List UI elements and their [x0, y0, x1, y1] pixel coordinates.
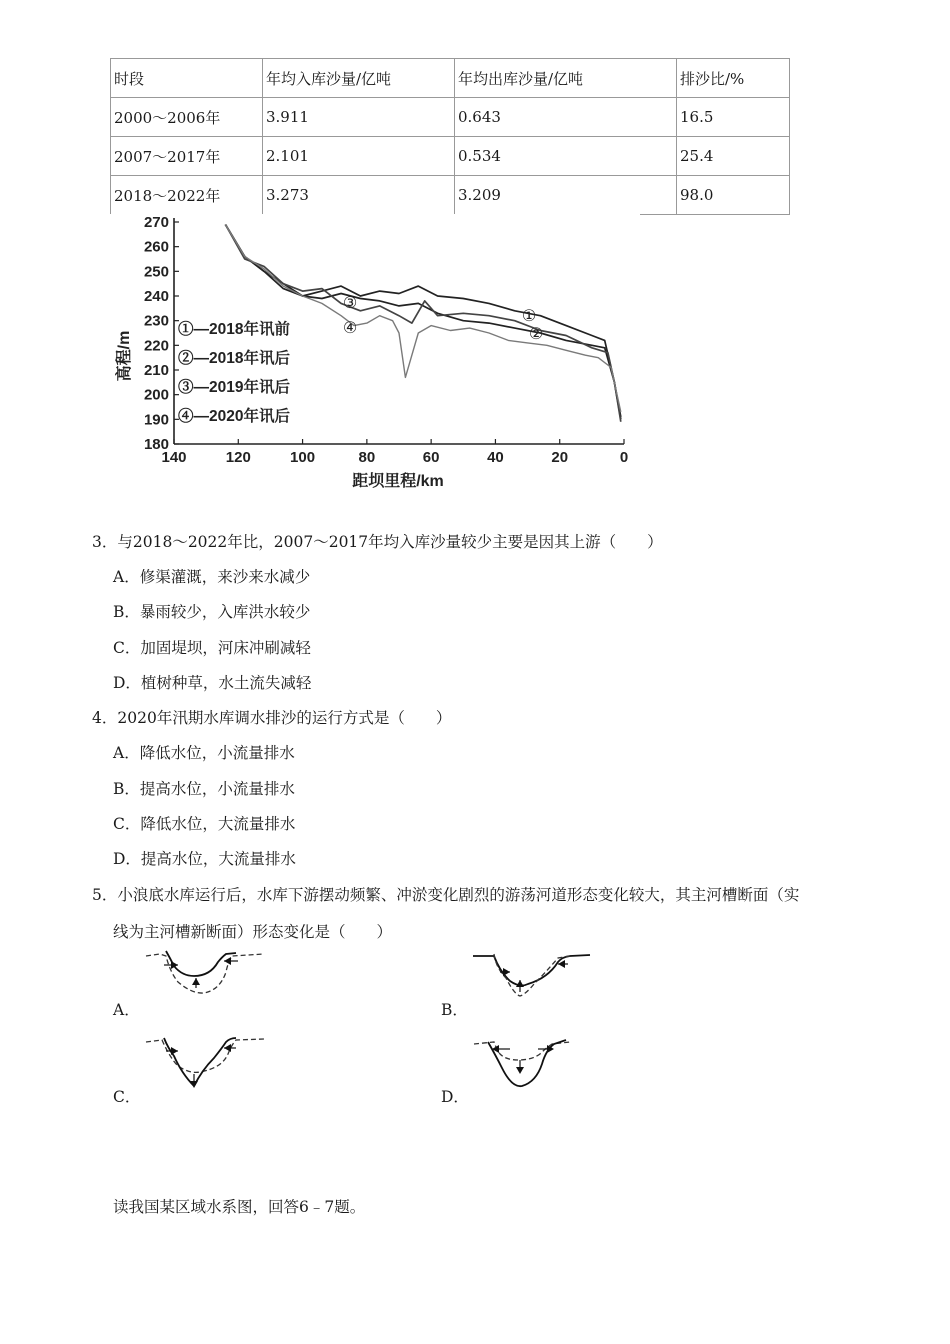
cross-section-d-diagram	[470, 1034, 600, 1092]
cross-section-c-diagram	[140, 1034, 270, 1092]
option-label-d: D．	[441, 1088, 469, 1106]
question-3	[92, 530, 663, 552]
arrow-head-left	[224, 1044, 231, 1052]
question-number: 4．	[92, 709, 118, 727]
y-tick-label: 210	[143, 362, 169, 379]
table-header-cell: 年均入库沙量/亿吨	[263, 59, 455, 98]
table-cell: 2000～2006年	[111, 98, 263, 137]
option-d: D．提高水位，大流量排水	[113, 850, 296, 868]
question-number: 5．	[92, 886, 118, 904]
table-cell: 3.273	[263, 176, 455, 215]
table-cell: 25.4	[677, 137, 790, 176]
table-cell: 3.911	[263, 98, 455, 137]
table-cell: 16.5	[677, 98, 790, 137]
table-header-cell: 排沙比/%	[677, 59, 790, 98]
arrow-head-down	[190, 1081, 198, 1088]
question-stem: 2020年汛期水库调水排沙的运行方式是（ ）	[117, 709, 452, 727]
x-tick-label: 120	[225, 449, 251, 466]
legend-entry: ③—2019年讯后	[178, 379, 290, 396]
x-tick-label: 0	[619, 449, 629, 466]
curve-label-3: ③	[342, 293, 358, 312]
question-5	[92, 883, 799, 905]
question-stem-continued: 线为主河槽新断面）形态变化是（ ）	[113, 923, 393, 941]
option-label-a: A．	[113, 1001, 140, 1019]
x-tick-label: 140	[161, 449, 187, 466]
x-tick-label: 40	[487, 449, 504, 466]
option-label-c: C．	[113, 1088, 141, 1106]
table-header-row	[111, 59, 790, 98]
y-tick-label: 190	[143, 411, 169, 429]
option-c: C．降低水位，大流量排水	[113, 815, 296, 833]
question-4	[92, 706, 451, 728]
table-row	[111, 137, 790, 176]
option-label-b: B．	[441, 1001, 468, 1019]
x-axis-label: 距坝里程/km	[352, 473, 444, 490]
new-channel-section	[488, 1040, 566, 1086]
option-b: B．提高水位，小流量排水	[113, 780, 295, 798]
arrow-head-up	[516, 980, 524, 987]
y-tick-label: 230	[143, 312, 169, 330]
y-tick-label: 260	[143, 238, 169, 256]
arrow-head-left	[224, 957, 231, 965]
new-channel-section	[473, 955, 590, 985]
table-cell: 0.534	[455, 137, 677, 176]
curve-label-4: ④	[342, 318, 358, 337]
y-tick-label: 240	[143, 288, 169, 305]
cross-section-a-diagram	[140, 948, 270, 1004]
table-header-cell: 年均出库沙量/亿吨	[455, 59, 677, 98]
y-axis-label: 高程/m	[116, 330, 133, 382]
question-number: 3．	[92, 533, 118, 551]
x-tick-label: 100	[290, 449, 316, 466]
option-a: A．降低水位，小流量排水	[113, 744, 295, 762]
y-tick-label: 180	[143, 436, 169, 453]
y-tick-label: 200	[143, 386, 169, 404]
legend-entry: ②—2018年讯后	[178, 350, 290, 367]
curve-label-2: ②	[528, 324, 544, 343]
new-channel-section	[166, 951, 236, 976]
arrow-head-right	[171, 1047, 178, 1055]
legend-entry: ④—2020年讯后	[178, 408, 290, 425]
arrow-head-up	[192, 978, 200, 985]
table-cell: 2.101	[263, 137, 455, 176]
x-tick-label: 80	[358, 449, 376, 466]
table-cell: 2007～2017年	[111, 137, 263, 176]
option-b: B．暴雨较少，入库洪水较少	[113, 603, 311, 621]
table-cell: 0.643	[455, 98, 677, 137]
option-d: D．植树种草，水土流失减轻	[113, 674, 312, 692]
curve-label-1: ①	[521, 306, 537, 325]
riverbed-profile-chart	[110, 214, 640, 494]
option-a: A．修渠灌溉，来沙来水减少	[113, 568, 311, 586]
table-cell: 98.0	[677, 176, 790, 215]
question-stem: 小浪底水库运行后，水库下游摆动频繁、冲淤变化剧烈的游荡河道形态变化较大，其主河槽断面（实	[117, 886, 800, 904]
old-channel-section	[474, 1042, 570, 1060]
y-tick-label: 250	[143, 263, 169, 281]
question-stem: 与2018～2022年比，2007～2017年均入库沙量较少主要是因其上游（ ）	[117, 533, 663, 551]
table-cell: 3.209	[455, 176, 677, 215]
cross-section-b-diagram	[470, 948, 600, 1004]
arrow-head-right	[503, 968, 510, 976]
table-row	[111, 98, 790, 137]
y-tick-label: 270	[143, 214, 169, 231]
arrow-head-down	[516, 1067, 524, 1074]
table-row	[111, 176, 790, 215]
x-tick-label: 20	[551, 449, 569, 466]
option-c: C．加固堤坝，河床冲刷减轻	[113, 639, 311, 657]
table-header-cell: 时段	[111, 59, 263, 98]
sediment-table	[110, 58, 790, 215]
next-questions-intro: 读我国某区域水系图，回答6﹣7题。	[113, 1198, 366, 1216]
legend-entry: ①—2018年讯前	[178, 321, 290, 338]
x-tick-label: 60	[422, 449, 440, 466]
table-cell: 2018～2022年	[111, 176, 263, 215]
y-tick-label: 220	[143, 337, 169, 355]
